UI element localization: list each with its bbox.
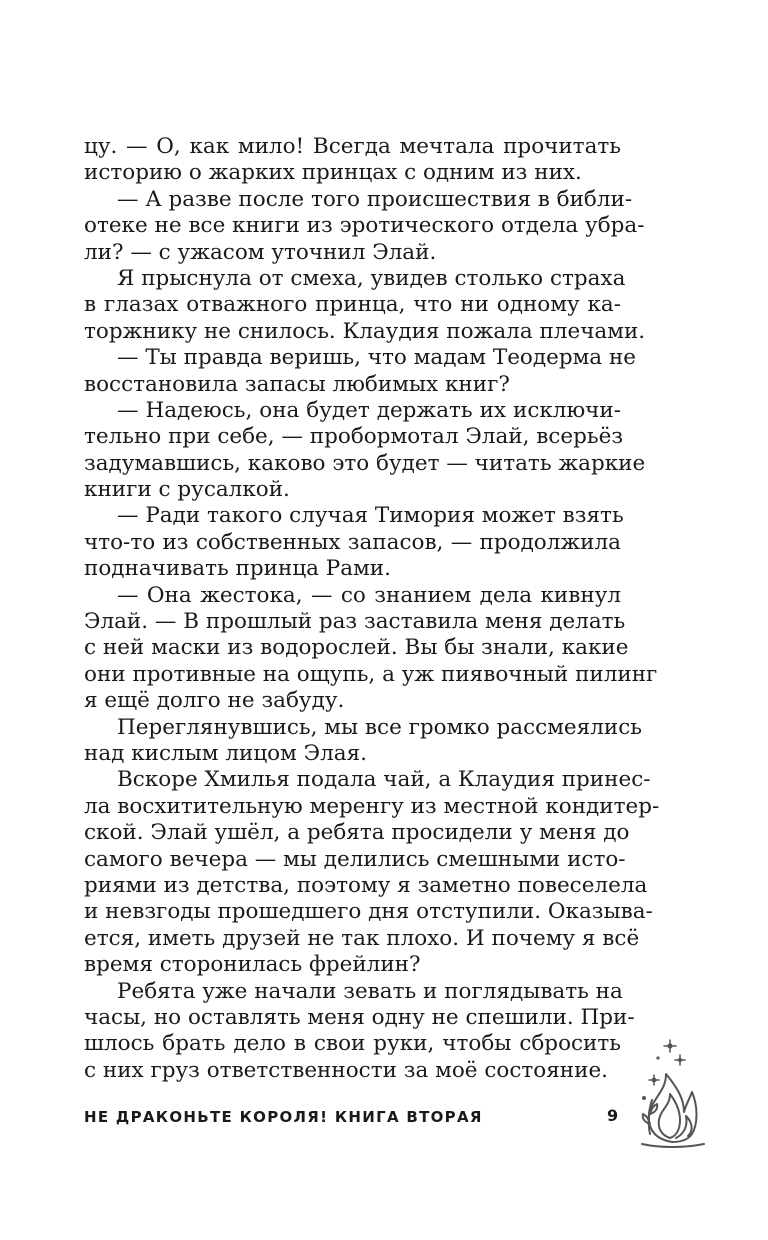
ornament-base <box>642 1144 704 1147</box>
page-number: 9 <box>607 1106 619 1125</box>
text-line: время сторонилась фрейлин? <box>84 952 421 978</box>
text-line: что-то из собственных запасов, — продолжила <box>84 529 621 555</box>
text-line: ется, иметь друзей не так плохо. И почему я всё <box>84 925 640 951</box>
text-line: тельно при себе, — пробормотал Элай, всерьёз <box>84 424 624 450</box>
text-line: — А разве после того происшествия в библи- <box>117 186 633 212</box>
text-line: и невзгоды прошедшего дня отступили. Оказыва- <box>84 899 653 925</box>
text-line: — Ты правда веришь, что мадам Теодерма не <box>117 345 637 371</box>
running-footer-title: НЕ ДРАКОНЬТЕ КОРОЛЯ! КНИГА ВТОРАЯ <box>84 1108 483 1126</box>
text-line: — Ради такого случая Тимория может взять <box>117 503 624 529</box>
text-line: в глазах отважного принца, что ни одному ка- <box>84 292 621 318</box>
text-line: шлось брать дело в свои руки, чтобы сбросить <box>84 1031 621 1057</box>
text-line: цу. — О, как мило! Всегда мечтала прочитать <box>84 134 621 159</box>
text-line: восстановила запасы любимых книг? <box>84 371 510 397</box>
text-line: историю о жарких принцах с одним из них. <box>84 160 582 186</box>
text-line: я ещё долго не забуду. <box>84 688 345 714</box>
text-line: над кислым лицом Элая. <box>84 740 367 766</box>
ornament-bud <box>642 1096 646 1100</box>
text-line: самого вечера — мы делились смешными исто- <box>84 846 626 872</box>
text-line: Элай. — В прошлый раз заставила меня делать <box>84 609 626 635</box>
text-line: книги с русалкой. <box>84 477 290 503</box>
text-line: ли? — с ужасом уточнил Элай. <box>84 239 437 265</box>
text-line: задумавшись, каково это будет — читать жаркие <box>84 450 646 476</box>
text-line: риями из детства, поэтому я заметно повеселела <box>84 872 648 898</box>
text-line: они противные на ощупь, а уж пиявочный пилинг <box>84 661 658 687</box>
text-line: с ней маски из водорослей. Вы бы знали, какие <box>84 635 629 661</box>
text-line: подначивать принца Рами. <box>84 556 391 582</box>
text-line: ской. Элай ушёл, а ребята просидели у меня до <box>84 820 630 846</box>
ornament-inner-flame <box>659 1094 680 1138</box>
text-line: — Она жестока, — со знанием дела кивнул <box>117 582 621 608</box>
text-line: часы, но оставлять меня одну не спешили. При- <box>84 1004 635 1030</box>
text-line: Переглянувшись, мы все громко рассмеялись <box>117 714 642 740</box>
text-line: — Надеюсь, она будет держать их исключи- <box>117 397 621 423</box>
text-line: Я прыснула от смеха, увидев столько страха <box>117 265 626 291</box>
ornament-bud <box>656 1056 659 1059</box>
text-line: торжнику не снилось. Клаудия пожала плечами. <box>84 318 646 344</box>
text-line: ла восхитительную меренгу из местной кондитер- <box>84 793 660 819</box>
flame-sprig-icon <box>636 1038 708 1150</box>
text-line: Вскоре Хмилья подала чай, а Клаудия принес- <box>117 767 651 793</box>
text-line: Ребята уже начали зевать и поглядывать на <box>117 978 623 1004</box>
text-line: с них груз ответственности за моё состояние. <box>84 1057 609 1083</box>
body-text <box>84 134 660 1084</box>
text-line: отеке не все книги из эротического отдела убра- <box>84 213 645 239</box>
